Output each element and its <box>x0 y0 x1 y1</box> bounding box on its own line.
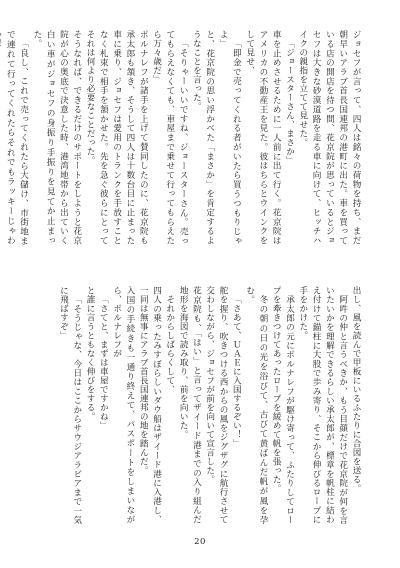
paragraph: そうなれば、できるだけのサポートをしようと花京院が心の奥底で決意した時、港湾地帯から出ていく白い車がジョセフの身振り手振りを見てか止まった。 <box>31 30 82 245</box>
paragraph: 「そりゃーいいですね、ジョースターさん。売ってもらえなくても、車屋まで乗せて行ってもらえたら万々歳だ」 <box>151 30 189 245</box>
paragraph: 「さあて、ＵＡＥに入国するぞい！」 <box>231 294 242 448</box>
paragraph: 冬の朝の日の光を浴びて、古びて黄ばんだ帆が風を孕む。 <box>244 286 268 524</box>
paragraph: と、花京院の思い浮かべた「まさか」を肯定するようなことを言った。 <box>191 30 215 245</box>
page-number: 20 <box>194 537 206 547</box>
paragraph: と誰に言うともなく伸びをする。 <box>85 286 96 421</box>
lower-text-block <box>40 286 362 524</box>
paragraph: 「良し、これで売ってくれたら大儲け、市街地まで連れて行ってくれたらそれでもラッキーじゃわ <box>5 30 29 245</box>
paragraph: 「即金で売ってくれる者がいたら買うつもりじゃよ」 <box>218 30 242 245</box>
upper-text-block <box>5 30 362 245</box>
paragraph: それからしばらくして、 <box>164 294 175 394</box>
paragraph: 四人の乗ったみすぼらしいダウ船はザイード港に入港し、一同は無事にアラブ首長国連邦の地を踏んだ。 <box>138 286 162 524</box>
paragraph: 承太郎の元にポルナレフが駆け寄って、ふたりしてロープを牽きつけてあったロープを緩めて帆を張った。 <box>271 286 295 524</box>
paragraph: 阿吽の仲と言うべきか、もう目顔だけで花京院が何を言いたいかを理解できるらしい承太郎が、標章を帆柱に結わえ付けて錨柱に大股で歩み寄り、そこから伸びるロープに手をかけた。 <box>297 286 348 524</box>
paragraph: 「そうじゃな、今日はここからサウジアラビアまで一気に飛ばすぞ」 <box>58 286 82 524</box>
paragraph: 車を止めさせるために一人前に出て行く。花京院はアメリカの不動産王を見た。彼はちらとウインクをして見せ、 <box>244 30 282 245</box>
paragraph: 「さてと、まずは車屋ですかね」 <box>98 294 109 430</box>
paragraph: 入国の手続きも一通り終えて、パスポートをしまいながら、ポルナレフが <box>111 286 135 524</box>
paragraph: ポルナレフが諸手を上げて賛同したのに、花京院も承太郎も頷き、そうして四人は十数台目に止まった車に乗り、ジョセフは愛用のトランクを手放すことなく札束で相手を頷かせた。先を急ぐ彼らにとってそれは何より必要なことだった。 <box>85 30 149 245</box>
paragraph: 「ジョースターさん、まさか」 <box>284 38 295 165</box>
paragraph: 花京院も、「はい」と言ってザイード港までの入り組んだ地形を海図で読み取り、前を向いた。 <box>178 286 202 524</box>
paragraph: 出し、風を読んで甲板にいるふたりに合図を送る。 <box>351 286 361 493</box>
paragraph: 舵を握り、吹きつける西からの風をジグザグに航行させて交わしながら、ジョセフが前を向いて宣言した。 <box>204 286 229 524</box>
paragraph: ジョセフが言って、四人は銘々の荷物を持ち、まだ朝早いアラブ首長国連邦の港町に出た。車を買っている店の開店を待つ間、花京院が思っているとジョセフは大きな砂漠道路を走る車に向けて、ヒッチハイクの親指を立てて見せた。 <box>297 30 361 245</box>
